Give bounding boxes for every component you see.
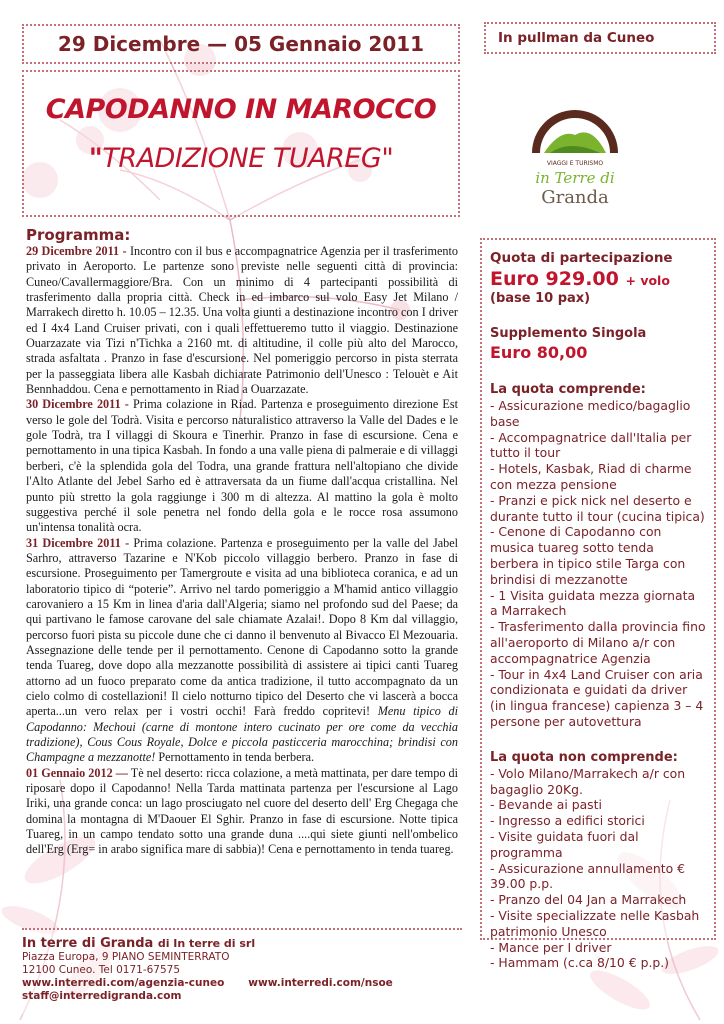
day-4-text: Tè nel deserto: ricca colazione, a metà mattinata, per dare tempo di riposare dopo il Capodanno! Nella Tarda mattinata partenza per l'escursione al Lago Iriki, una grande conca: un lago prosciugato nel cuore del deserto dell' Erg Chegaga che domina la montagna di M'Daouer El Sghir. Pranzo in fase di escursione. Notte tipica Tuareg, in un campo tendato sotto una grande duna ....qui siete giunti nell'ombelico dell'Erg (Erg= in arabo significa mare di sabbia)! Cena e pernottamento in tenda tuareg. [26,765,458,857]
open-quote: " [88,143,103,174]
company-brand: In terre di Granda [22,936,154,951]
day-4 [26,766,458,858]
includes-item: - Tour in 4x4 Land Cruiser con aria condizionata e guidati da driver (in lingua francese) capienza 3 – 4 persone per autovettura [490,666,704,729]
price-note: + volo [625,273,670,288]
day-4-date: 01 Gennaio 2012 — [26,765,128,780]
main-title: CAPODANNO IN MAROCCO [45,94,437,125]
excludes-item: - Visite specializzate nelle Kasbah patrimonio Unesco [490,907,700,939]
website-link-1[interactable]: www.interredi.com/agenzia-cuneo [22,977,225,989]
excludes-item: - Pranzo del 04 Jan a Marrakech [490,892,687,908]
website-link-2[interactable]: www.interredi.com/nsoe [248,977,393,989]
logo-line2: Granda [541,187,609,208]
email-link[interactable]: staff@interredigranda.com [22,990,182,1002]
in-terre-di-granda-logo [520,95,630,215]
includes-item: - Assicurazione medico/bagaglio base [490,398,691,429]
day-3-text: Prima colazione. Partenza e proseguimento per la valle del Jabel Sarhro, attraverso Tazarine e N'Kob piccolo villaggio berbero. Pranzo in fase di escursione. Proseguimento per Tamergroute e visita ad una biblioteca coranica, e ad un laboratorio tipico di “poterie”. Arrivo nel tardo pomeriggio a M'hamid antico villaggio carovaniero a 15 Km in linea d'aria dall'Algeria; siamo nel profondo sud del Paese; da qui partivano le famose carovane del sale chiamate Azalai!. Dopo 8 Km dal villaggio, percorso fuori pista su piccole dune che ci danno il benvenuto al Bivacco El Mezouaria. Assegnazione delle tende per il pernottamento. Cenone di Capodanno sotto la grande tenda Tuareg, dove dopo alla mezzanotte possibilità di assistere ai tipici canti Tuareg attorno ad un fuoco preparato come da antica tradizione, il tutto accompagnato da un cielo colmo di costellazioni! Il cielo notturno tipico del Deserto che vi lascerà a bocca aperta...un vero relax per i vostri occhi! Farà freddo copritevi! [26,535,459,719]
excludes-item: - Mance per I driver [490,939,612,955]
company-name [22,936,462,951]
day-1-date: 29 Dicembre 2011 - [26,244,127,258]
pricing-box [480,238,716,971]
city-telephone: 12100 Cuneo. Tel 0171-67575 [22,964,181,976]
includes-item: - Pranzi e pick nick nel deserto e durante tutto il tour (cucina tipica) [490,492,705,524]
day-2 [26,397,458,535]
programma-text [26,244,458,858]
day-1 [26,244,458,397]
subtitle [24,143,458,174]
excludes-list [490,766,706,971]
transport-box [484,22,716,54]
single-supplement-heading: Supplemento Singola [490,326,647,341]
includes-item: - Hotels, Kasbak, Riad di charme con mezza pensione [490,461,692,492]
transport-label: In pullman da Cuneo [498,30,655,46]
includes-item: - Cenone di Capodanno con musica tuareg sotto tenda berbera in tipico stile Targa con brindisi di mezzanotte [490,524,686,587]
excludes-item: - Volo Milano/Marrakech a/r con bagaglio 20Kg. [490,765,686,797]
logo-line1: in Terre di [535,169,615,187]
excludes-item: - Hammam (c.ca 8/10 € p.p.) [490,955,670,971]
price-value: Euro 929.00 [490,268,619,290]
title-box [22,70,460,217]
price-base: (base 10 pax) [490,291,591,306]
includes-heading: La quota comprende: [490,382,646,397]
excludes-heading: La quota non comprende: [490,749,678,765]
excludes-item: - Ingresso a edifici storici [490,813,645,829]
day-2-date: 30 Dicembre 2011 - [26,397,129,412]
date-range-box [22,24,460,64]
excludes-item: - Bevande ai pasti [490,797,602,813]
includes-item: - Accompagnatrice dall'Italia per tutto il tour [490,429,692,461]
company-suffix: di In terre di srl [157,937,256,950]
websites [22,977,462,990]
excludes-item: - Visite guidata fuori dal programma [490,828,639,860]
includes-item: - Trasferimento dalla provincia fino all'aeroporto di Milano a/r con accompagnatrice Agenzia [490,619,706,666]
logo-tagline: VIAGGI E TURISMO [546,160,604,167]
includes-item: - 1 Visita guidata mezza giornata a Marrakech [490,587,696,619]
excludes-item: - Assicurazione annullamento € 39.00 p.p. [490,860,685,892]
day-3-date: 31 Dicembre 2011 - [26,535,130,550]
footer-contacts [22,928,462,1014]
address: Piazza Europa, 9 PIANO SEMINTERRATO [22,951,230,963]
pricing-heading: Quota di partecipazione [490,250,673,266]
day-3 [26,536,458,766]
day-2-text: Prima colazione in Riad. Partenza e proseguimento direzione Est verso le gole del Todrà. Visita e percorso naturalistico attraverso la Valle del Dades e le gole Todrà, tra I villaggi di Skoura e Tinerhir. Pranzo in fase di escursione. Cena e pernottamento in una tipica Kasbah. In fondo a una valle piena di palmeraie e di villaggi berberi, c'è la splendida gola del Todra, una grande frattura nell'altopiano che divide l'Alto Atlante del Jebel Sarho ed è attraversata da un fiume dall'acqua cristallina. Nel punto più stretto la gola raggiunge i 300 m di altezza. Al mattino la gola è molto suggestiva perché il sole penetra nel fondo della gola e le rocce rosa assumono un'intensa tonalità ocra. [26,397,459,535]
subtitle-text: TRADIZIONE TUAREG [102,143,382,174]
single-supplement-price: Euro 80,00 [490,343,588,362]
price-line [490,268,706,290]
day-3-menu: Menu tipico di Capodanno: Mechoui (carne di montone intero cucinato per ore come da vecchia tradizione), Cous Cous Royale, Dolce e piccola pasticceria marocchina; brindisi con Champagne a mezzanotte! [26,704,459,765]
programma-heading: Programma: [26,226,131,244]
includes-list [490,398,706,730]
close-quote: " [381,143,394,174]
day-3-after: Pernottamento in tenda berbera. [155,750,315,765]
day-1-text: Incontro con il bus e accompagnatrice Agenzia per il trasferimento privato in Aeroporto. Le partenze sono previste nelle seguenti città di provincia: Cuneo/Cavallermaggiore/Bra. Con un minimo di 4 partecipanti possibilità di trasferimento dalla propria città. Check in ed imbarco sul volo Easy Jet Milano / Marrakech diretto h. 10.05 – 12.35. Una volta giunti a destinazione incontro con I driver ed I 4x4 Land Cruiser privati, con i quali effettueremo tutto il viaggio. Destinazione Ouarzazate via Tizi n'Tichka a 2160 mt. di altitudine, il colle più alto del Marocco, strada asfaltata . Pranzo in fase d'escursione. Nel pomeriggio percorso in pista sterrata per la passeggiata libera alle Kasbah dichiarate Patrimonio dell'Unesco : Telouèt e Ait Bennhaddou. Cena e pernottamento in Riad a Ouarzazate. [26,244,458,397]
date-range: 29 Dicembre — 05 Gennaio 2011 [57,32,425,56]
